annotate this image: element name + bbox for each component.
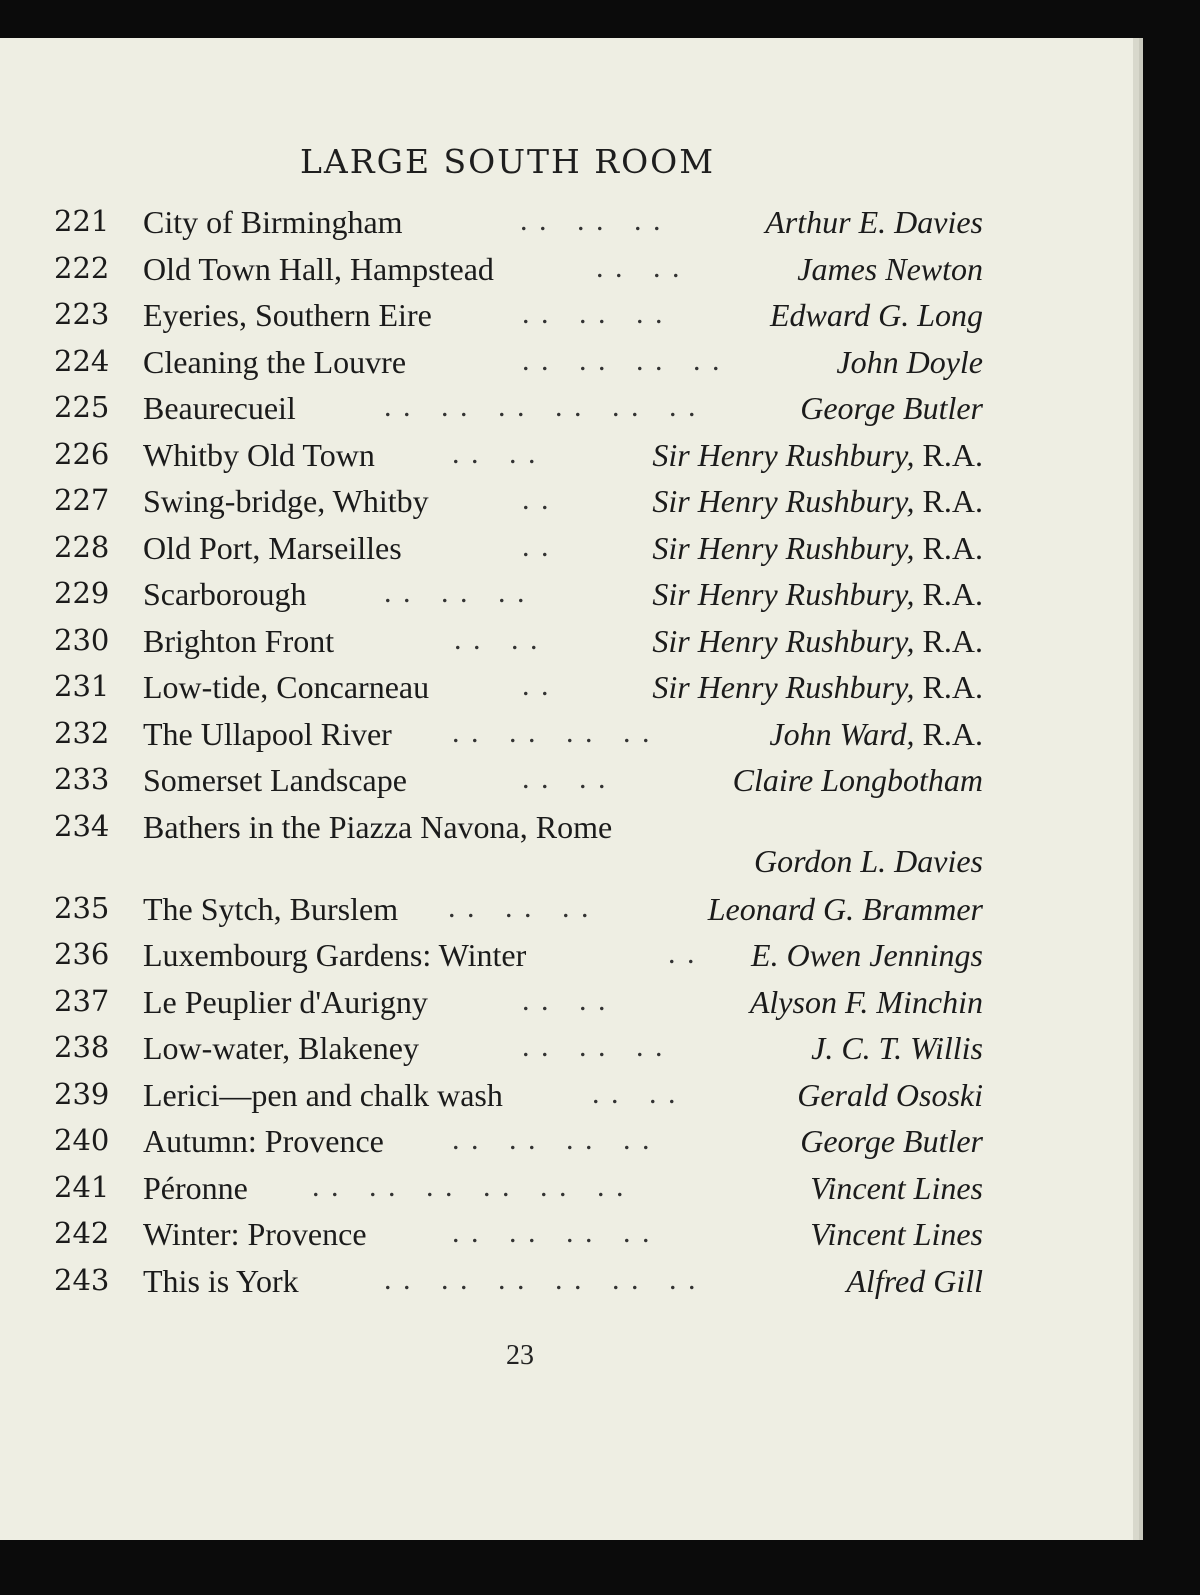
entry-artist [846, 1263, 983, 1300]
page-number: 23 [506, 1340, 534, 1371]
catalogue-entry [0, 756, 1133, 803]
entry-artist [810, 1216, 983, 1253]
catalogue-entry [0, 1024, 1133, 1071]
entry-number: 231 [54, 669, 110, 703]
artist-suffix: R.A. [922, 576, 983, 612]
entry-number: 224 [54, 343, 110, 378]
entry-number: 221 [54, 204, 110, 238]
entry-title: City of Birmingham [143, 204, 403, 240]
catalogue-entry [0, 1210, 1133, 1257]
artist-suffix: R.A. [922, 483, 983, 519]
artist-name: E. Owen Jennings [751, 937, 983, 973]
entry-artist [733, 762, 983, 799]
entry-artist [652, 623, 983, 660]
page-heading: LARGE SOUTH ROOM [300, 142, 716, 181]
leader-dots: . . . . . . . . . . . . [384, 1262, 698, 1296]
entry-title: Scarborough [143, 576, 307, 612]
artist-name: Sir Henry Rushbury, [652, 529, 915, 566]
entry-title: Beaurecueil [143, 390, 296, 426]
artist-name: Claire Longbotham [732, 762, 983, 798]
entry-artist [769, 716, 983, 753]
catalogue-entry [0, 477, 1133, 524]
artist-name: Arthur E. Davies [765, 204, 983, 240]
artist-name: Vincent Lines [810, 1216, 983, 1252]
entry-title: Le Peuplier d'Aurigny [143, 983, 428, 1020]
artist-name: John Doyle [836, 343, 983, 380]
entry-number: 236 [54, 937, 110, 971]
artist-suffix: R.A. [922, 669, 983, 705]
artist-suffix: R.A. [922, 715, 983, 752]
entry-artist [797, 1077, 983, 1114]
leader-dots: . . . . . . . . [522, 343, 722, 377]
entry-list [0, 198, 1133, 1303]
entry-number: 222 [54, 250, 110, 285]
catalogue-entry [0, 1164, 1133, 1211]
artist-name: John Ward, [769, 715, 915, 752]
catalogue-entry [0, 663, 1133, 710]
entry-artist [652, 669, 983, 706]
artist-name: Leonard G. Brammer [707, 890, 983, 927]
entry-number: 226 [54, 436, 110, 471]
catalogue-entry [0, 710, 1133, 757]
entry-artist [751, 937, 983, 974]
catalogue-page [0, 38, 1133, 1540]
leader-dots: . . [522, 529, 551, 563]
entry-title: Péronne [143, 1169, 248, 1206]
artist-name: Sir Henry Rushbury, [652, 622, 915, 659]
leader-dots: . . . . . . . . [452, 1123, 652, 1156]
entry-number: 233 [54, 762, 110, 796]
leader-dots: . . [522, 669, 551, 702]
leader-dots: . . . . . . . . [452, 1216, 652, 1249]
leader-dots: . . . . . . . . . . . . [384, 390, 698, 423]
catalogue-entry [0, 885, 1133, 932]
entry-title: This is York [143, 1262, 299, 1299]
catalogue-entry [0, 1257, 1133, 1304]
entry-artist [836, 344, 983, 381]
catalogue-entry [0, 978, 1133, 1025]
artist-name: J. C. T. Willis [811, 1030, 983, 1066]
leader-dots: . . . . [454, 622, 540, 656]
entry-number: 227 [54, 483, 110, 517]
catalogue-entry [0, 570, 1133, 617]
entry-number: 240 [54, 1123, 110, 1157]
artist-suffix: R.A. [922, 622, 983, 659]
artist-name: George Butler [800, 1123, 983, 1159]
entry-title: Brighton Front [143, 622, 335, 659]
entry-number: 230 [54, 622, 110, 657]
entry-number: 237 [54, 983, 110, 1018]
artist-name: Gerald Ososki [797, 1076, 983, 1113]
leader-dots: . . [522, 483, 551, 516]
leader-dots: . . . . . . [384, 576, 527, 609]
entry-number: 238 [54, 1030, 110, 1064]
catalogue-entry [0, 803, 1133, 885]
entry-artist [770, 297, 983, 334]
entry-artist [708, 891, 983, 928]
catalogue-entry [0, 291, 1133, 338]
catalogue-entry [0, 431, 1133, 478]
entry-title: The Sytch, Burslem [143, 890, 399, 927]
entry-title: Low-tide, Concarneau [143, 669, 430, 705]
entry-number: 229 [54, 576, 110, 610]
leader-dots: . . [668, 937, 697, 970]
entry-title: Luxembourg Gardens: Winter [143, 937, 527, 973]
entry-artist [754, 843, 983, 880]
entry-title: Autumn: Provence [143, 1123, 384, 1159]
entry-title: Bathers in the Piazza Navona, Rome [143, 808, 613, 845]
artist-name: Alfred Gill [846, 1262, 983, 1299]
catalogue-entry [0, 1117, 1133, 1164]
catalogue-entry [0, 384, 1133, 431]
entry-number: 223 [54, 297, 110, 331]
entry-title: Whitby Old Town [143, 436, 375, 473]
catalogue-entry [0, 1071, 1133, 1118]
artist-name: Alyson F. Minchin [749, 983, 983, 1020]
entry-number: 234 [54, 808, 110, 843]
leader-dots: . . . . [452, 436, 538, 470]
catalogue-entry [0, 617, 1133, 664]
entry-number: 239 [54, 1076, 110, 1111]
entry-title: Old Port, Marseilles [143, 529, 402, 566]
entry-title: Low-water, Blakeney [143, 1030, 419, 1066]
entry-number: 242 [54, 1216, 110, 1250]
entry-title: Somerset Landscape [143, 762, 407, 798]
catalogue-entry [0, 338, 1133, 385]
entry-artist [800, 390, 983, 427]
leader-dots: . . . . . . [448, 890, 591, 924]
entry-title: Winter: Provence [143, 1216, 367, 1252]
entry-artist [810, 1170, 983, 1207]
entry-artist [652, 576, 983, 613]
leader-dots: . . . . [596, 250, 682, 284]
entry-number: 235 [54, 890, 110, 925]
entry-title: Cleaning the Louvre [143, 343, 407, 380]
catalogue-entry [0, 524, 1133, 571]
artist-name: Sir Henry Rushbury, [652, 576, 915, 612]
leader-dots: . . . . . . [522, 297, 665, 330]
artist-name: Vincent Lines [810, 1169, 983, 1206]
artist-name: Sir Henry Rushbury, [652, 436, 915, 473]
leader-dots: . . . . . . [520, 204, 663, 237]
entry-number: 232 [54, 715, 110, 750]
entry-number: 243 [54, 1262, 110, 1297]
artist-suffix: R.A. [922, 436, 983, 473]
artist-name: Sir Henry Rushbury, [652, 669, 915, 705]
entry-title: Eyeries, Southern Eire [143, 297, 432, 333]
entry-title: Old Town Hall, Hampstead [143, 250, 494, 287]
catalogue-entry [0, 931, 1133, 978]
leader-dots: . . . . . . . . [452, 715, 652, 749]
entry-number: 228 [54, 529, 110, 564]
entry-title: Lerici—pen and chalk wash [143, 1076, 503, 1113]
leader-dots: . . . . . . [522, 1030, 665, 1063]
artist-name: George Butler [800, 390, 983, 426]
entry-number: 241 [54, 1169, 110, 1204]
entry-title: Swing-bridge, Whitby [143, 483, 429, 519]
entry-artist [652, 483, 983, 520]
entry-artist [652, 437, 983, 474]
entry-artist [811, 1030, 983, 1067]
leader-dots: . . . . [522, 983, 608, 1017]
entry-number: 225 [54, 390, 110, 424]
catalogue-entry [0, 198, 1133, 245]
leader-dots: . . . . [592, 1076, 678, 1110]
artist-suffix: R.A. [922, 529, 983, 566]
artist-name: Gordon L. Davies [753, 842, 983, 879]
artist-name: Sir Henry Rushbury, [652, 483, 915, 519]
artist-name: Edward G. Long [769, 297, 983, 333]
entry-artist [797, 251, 983, 288]
catalogue-entry [0, 245, 1133, 292]
entry-artist [765, 204, 983, 241]
entry-title: The Ullapool River [143, 715, 392, 752]
artist-name: James Newton [797, 250, 983, 287]
entry-artist [652, 530, 983, 567]
leader-dots: . . . . [522, 762, 608, 795]
entry-artist [750, 984, 983, 1021]
entry-artist [800, 1123, 983, 1160]
leader-dots: . . . . . . . . . . . . [312, 1169, 626, 1203]
